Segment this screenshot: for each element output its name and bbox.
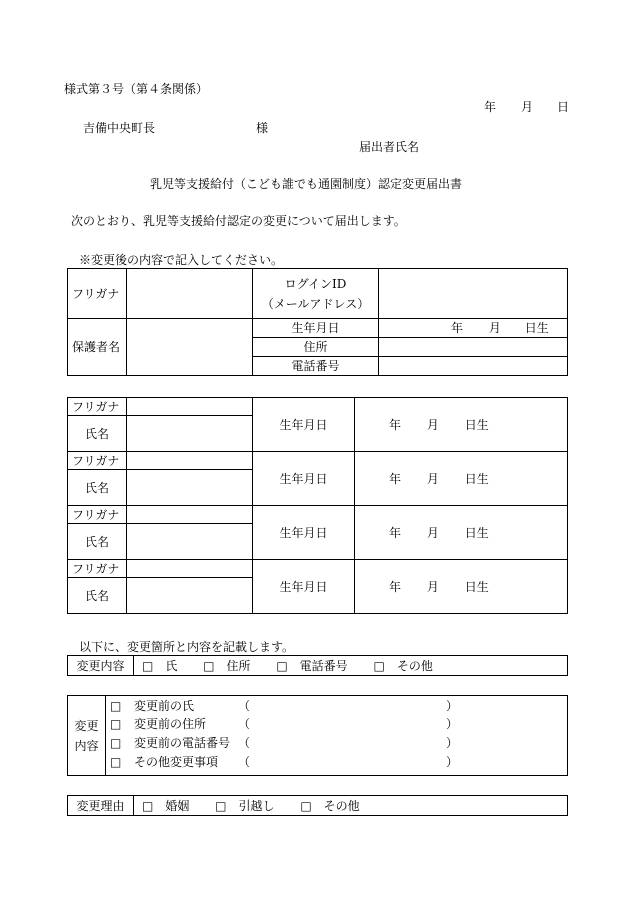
change-detail-item bbox=[106, 734, 567, 753]
login-id-title: ログインID bbox=[284, 276, 347, 291]
child-birth-day: 日生 bbox=[464, 471, 489, 486]
check-other-change[interactable]: □ bbox=[110, 755, 122, 769]
change-detail-label-top: 変更 bbox=[74, 718, 99, 733]
child-birthdate-label: 生年月日 bbox=[253, 452, 355, 506]
check-before-phone[interactable]: □ bbox=[110, 736, 122, 750]
change-content-label: 変更内容 bbox=[68, 656, 134, 676]
child-furigana-field[interactable] bbox=[127, 506, 253, 524]
child-birth-month: 月 bbox=[426, 417, 439, 432]
child-birth-year: 年 bbox=[389, 525, 402, 540]
check-before-name[interactable]: □ bbox=[110, 699, 122, 713]
close-paren: ） bbox=[446, 755, 459, 769]
change-detail-item bbox=[106, 696, 567, 715]
child-name-label: 氏名 bbox=[68, 470, 127, 506]
guardian-phone-label: 電話番号 bbox=[253, 357, 379, 376]
guardian-address-label: 住所 bbox=[253, 338, 379, 357]
guardian-name-field[interactable] bbox=[127, 319, 253, 376]
checkbox-address[interactable]: □ 住所 bbox=[203, 658, 251, 673]
child-furigana-field[interactable] bbox=[127, 560, 253, 578]
child-birthdate-field[interactable] bbox=[355, 452, 568, 506]
login-id-subtitle: （メールアドレス） bbox=[261, 296, 370, 311]
child-birthdate-label: 生年月日 bbox=[253, 506, 355, 560]
guardian-birthdate-label: 生年月日 bbox=[253, 319, 379, 338]
check-before-address[interactable]: □ bbox=[110, 717, 122, 731]
before-phone-label: 変更前の電話番号 bbox=[134, 736, 231, 750]
guardian-table bbox=[67, 268, 568, 376]
checkbox-reason-other[interactable]: □ その他 bbox=[300, 798, 360, 813]
child-name-label: 氏名 bbox=[68, 524, 127, 560]
close-paren: ） bbox=[446, 717, 459, 731]
login-id-label bbox=[253, 269, 379, 319]
date-year-label: 年 bbox=[484, 100, 497, 114]
child-birth-month: 月 bbox=[426, 525, 439, 540]
change-reason-options bbox=[134, 796, 568, 816]
child-birth-month: 月 bbox=[426, 471, 439, 486]
guardian-name-label: 保護者名 bbox=[68, 319, 127, 376]
open-paren: （ bbox=[238, 699, 251, 713]
close-paren: ） bbox=[446, 699, 459, 713]
child-birthdate-label: 生年月日 bbox=[253, 560, 355, 614]
other-change-label: その他変更事項 bbox=[134, 755, 219, 769]
guardian-birth-day: 日生 bbox=[524, 321, 549, 335]
child-name-field[interactable] bbox=[127, 470, 253, 506]
login-id-field[interactable] bbox=[379, 269, 568, 319]
child-birthdate-label: 生年月日 bbox=[253, 398, 355, 452]
applicant-name-label: 届出者氏名 bbox=[359, 140, 420, 154]
checkbox-other[interactable]: □ その他 bbox=[373, 658, 433, 673]
intro-text: 次のとおり、乳児等支援給付認定の変更について届出します。 bbox=[71, 214, 406, 228]
guardian-birthdate-field[interactable] bbox=[379, 319, 568, 338]
checkbox-moving[interactable]: □ 引越し bbox=[215, 798, 275, 813]
child-furigana-field[interactable] bbox=[127, 398, 253, 416]
guardian-birth-month: 月 bbox=[488, 321, 501, 335]
change-reason-table bbox=[67, 795, 568, 816]
change-detail-label-bottom: 内容 bbox=[74, 738, 99, 753]
honorific: 様 bbox=[256, 121, 269, 135]
change-detail-items bbox=[106, 696, 568, 776]
child-birth-day: 日生 bbox=[464, 525, 489, 540]
child-name-field[interactable] bbox=[127, 416, 253, 452]
open-paren: （ bbox=[238, 736, 251, 750]
change-detail-table bbox=[67, 695, 568, 776]
change-detail-label bbox=[68, 696, 106, 776]
date-day-label: 日 bbox=[557, 100, 570, 114]
child-furigana-field[interactable] bbox=[127, 452, 253, 470]
guardian-phone-field[interactable] bbox=[379, 357, 568, 376]
child-birth-month: 月 bbox=[426, 579, 439, 594]
child-name-label: 氏名 bbox=[68, 416, 127, 452]
change-content-table bbox=[67, 655, 568, 676]
child-name-field[interactable] bbox=[127, 524, 253, 560]
child-name-label: 氏名 bbox=[68, 578, 127, 614]
form-number: 様式第３号（第４条関係） bbox=[64, 82, 209, 96]
document-title: 乳児等支援給付（こども誰でも通園制度）認定変更届出書 bbox=[150, 177, 463, 191]
note-text: ※変更後の内容で記入してください。 bbox=[79, 253, 284, 267]
addressee: 吉備中央町長 bbox=[83, 121, 156, 135]
child-furigana-label: フリガナ bbox=[68, 452, 127, 470]
before-address-label: 変更前の住所 bbox=[134, 717, 207, 731]
child-birth-day: 日生 bbox=[464, 417, 489, 432]
guardian-birth-year: 年 bbox=[451, 321, 464, 335]
child-birthdate-field[interactable] bbox=[355, 398, 568, 452]
child-birth-year: 年 bbox=[389, 471, 402, 486]
child-birth-year: 年 bbox=[389, 417, 402, 432]
child-birth-year: 年 bbox=[389, 579, 402, 594]
change-detail-item bbox=[106, 753, 567, 772]
guardian-furigana-field[interactable] bbox=[127, 269, 253, 319]
checkbox-name[interactable]: □ 氏 bbox=[142, 658, 178, 673]
guardian-address-field[interactable] bbox=[379, 338, 568, 357]
open-paren: （ bbox=[238, 755, 251, 769]
child-birthdate-field[interactable] bbox=[355, 560, 568, 614]
checkbox-marriage[interactable]: □ 婚姻 bbox=[142, 798, 190, 813]
change-detail-item bbox=[106, 715, 567, 734]
child-name-field[interactable] bbox=[127, 578, 253, 614]
date-month-label: 月 bbox=[521, 100, 534, 114]
child-birth-day: 日生 bbox=[464, 579, 489, 594]
change-reason-label: 変更理由 bbox=[68, 796, 134, 816]
guardian-furigana-label: フリガナ bbox=[68, 269, 127, 319]
child-furigana-label: フリガナ bbox=[68, 506, 127, 524]
close-paren: ） bbox=[446, 736, 459, 750]
before-name-label: 変更前の氏 bbox=[134, 699, 195, 713]
checkbox-phone[interactable]: □ 電話番号 bbox=[276, 658, 348, 673]
changes-intro: 以下に、変更箇所と内容を記載します。 bbox=[79, 640, 295, 654]
child-furigana-label: フリガナ bbox=[68, 560, 127, 578]
children-table bbox=[67, 397, 568, 614]
change-content-options bbox=[134, 656, 568, 676]
child-furigana-label: フリガナ bbox=[68, 398, 127, 416]
open-paren: （ bbox=[238, 717, 251, 731]
child-birthdate-field[interactable] bbox=[355, 506, 568, 560]
